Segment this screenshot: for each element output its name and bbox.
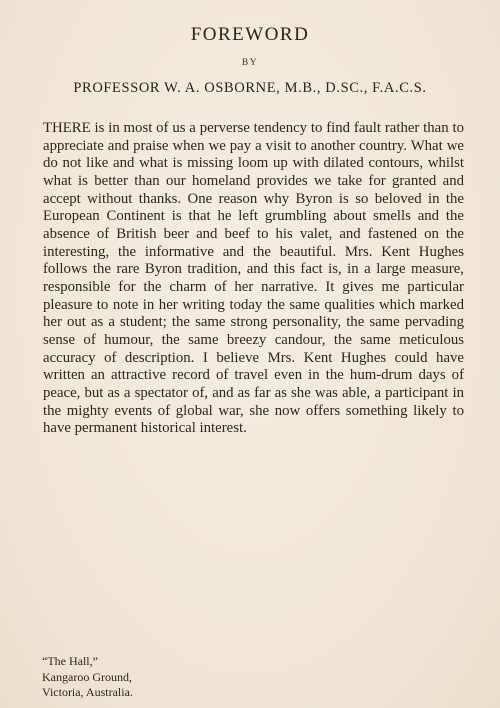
address-line-2: Kangaroo Ground, xyxy=(42,669,132,684)
page-title: FOREWORD xyxy=(190,24,310,45)
foreword-paragraph: THERE is in most of us a perverse tendency to find fault rather than to appreciate and praise when we pay a visit to another country. What we do not like and what is missing loom up with dilated contours, whilst what is better than our homeland provides we take for granted and accept without thanks. One reason why Byron is so beloved in the European Continent is that he left grumbling about smells and the absence of British beer and beef to his valet, and fastened on the interesting, the informative and the beautiful. Mrs. Kent Hughes follows the rare Byron tradition, and this fact is, in a large measure, responsible for the charm of her narrative. It gives me particular pleasure to note in her writing today the same qualities which marked her out as a student; the same strong personality, the same pervading sense of humour, the same breezy candour, the same meticulous accuracy of description. I believe Mrs. Kent Hughes could have written an attractive record of travel even in the hum-drum days of peace, but as a spectator of, and as far as she was able, a participant in the mighty events of global war, she now offers something likely to have permanent historical interest. xyxy=(43,120,464,437)
address-line-1: “The Hall,” xyxy=(42,654,98,668)
author-name: PROFESSOR W. A. OSBORNE, M.B., D.SC., F.A.C.S. xyxy=(73,80,427,96)
byline-label: BY xyxy=(241,58,259,68)
address-block xyxy=(42,654,133,701)
address-line-3: Victoria, Australia. xyxy=(42,685,133,699)
